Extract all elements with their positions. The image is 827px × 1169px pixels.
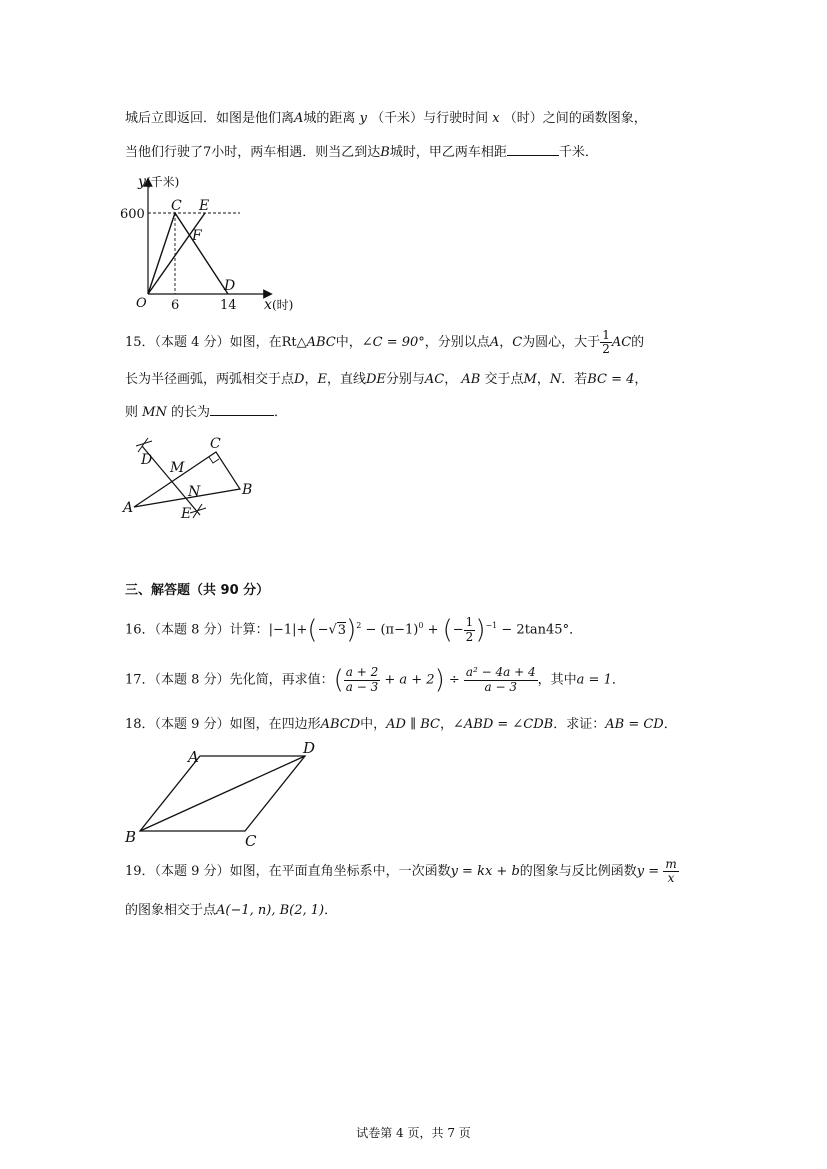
x-tick-14: 14 (220, 298, 237, 313)
page-footer: 试卷第 4 页，共 7 页 (356, 1126, 471, 1140)
half-fraction: $\frac{1}{2}$ (602, 328, 610, 357)
y-axis-label: y (138, 174, 146, 190)
right-angle-mark (209, 457, 219, 463)
q19-line-2: 的图象相交于点A(−1, n), B(2, 1)． (125, 903, 338, 918)
label-d: D (141, 452, 153, 468)
label-n: N (188, 484, 201, 500)
answer-blank-14[interactable] (507, 143, 559, 156)
x-axis-unit: (时) (272, 298, 294, 312)
q18-line: 18．（本题 9 分）如图，在四边形ABCD中，AD ∥ BC，∠ABD = ∠CDB．求证：AB = CD． (125, 717, 677, 732)
q15-triangle-figure (120, 432, 270, 527)
diagonal-bd (140, 756, 305, 831)
q17-fraction-1: $\frac{a + 2}{a - 3}$ (345, 665, 379, 694)
q19-fraction: $\frac{m}{x}$ (665, 857, 677, 886)
q16-half: $\frac{1}{2}$ (465, 615, 474, 644)
point-c-label: C (171, 198, 182, 214)
label-a: A (123, 500, 134, 516)
x-tick-6: 6 (171, 298, 180, 313)
line-ocd (148, 213, 228, 294)
label-m: M (170, 460, 185, 476)
point-e-label: E (199, 198, 210, 214)
origin-label: O (136, 296, 147, 311)
line-oe (148, 213, 205, 294)
section-3-heading: 三、解答题（共 90 分） (125, 583, 270, 598)
q14-line-2: 当他们行驶了7小时，两车相遇．则当乙到达B城时，甲乙两车相距 千米． (125, 145, 598, 160)
point-d-label: D (224, 278, 236, 294)
label-a: A (188, 748, 199, 766)
answer-blank-15[interactable] (210, 403, 274, 416)
q16-line: 16．（本题 8 分）计算：$|-1|+(-√3)^2 - (\pi-1)^0$ + (− $\frac{1}{2}$ )$^{-1}$ − 2tan45°． (125, 615, 583, 645)
label-b: B (125, 828, 137, 846)
arc-e-2 (193, 504, 202, 518)
q15-line-1: 15．（本题 4 分）如图，在Rt△ABC中，∠C = 90°，分别以点A，C为圆心，大于 $\frac{1}{2}$ AC的 (125, 328, 645, 357)
label-c: C (210, 436, 221, 452)
q18-quadrilateral-figure (120, 736, 330, 851)
y-tick-600: 600 (120, 207, 145, 222)
q17-line: 17．（本题 8 分）先化简，再求值：( $\frac{a + 2}{a - 3}$ + a + 2) ÷ $\frac{\text{a² − 4a + 4}}{a - 3}$ ，其中a = 1． (125, 665, 625, 695)
q15-line-2: 长为半径画弧，两弧相交于点D，E，直线DE分别与AC， AB 交于点M，N．若BC = 4， (125, 372, 648, 387)
label-c: C (245, 832, 257, 850)
x-axis-label: x (264, 297, 272, 313)
label-d: D (303, 739, 316, 757)
q15-line-3: 则 MN 的长为 ． (125, 405, 288, 420)
y-axis-unit: (千米) (146, 175, 180, 189)
label-b: B (242, 482, 253, 498)
q14-function-graph (120, 170, 320, 315)
q19-line-1: 19．（本题 9 分）如图，在平面直角坐标系中，一次函数y = kx + b的图象与反比例函数y = $\frac{m}{x}$ (125, 857, 677, 886)
q14-line-1: 城后立即返回．如图是他们离A城的距离 y （千米）与行驶时间 x （时）之间的函数图象， (125, 111, 647, 126)
label-e: E (181, 506, 192, 522)
q17-fraction-2: $\frac{\text{a² − 4a + 4}}{a - 3}$ (465, 665, 536, 694)
point-f-label: F (192, 228, 202, 244)
